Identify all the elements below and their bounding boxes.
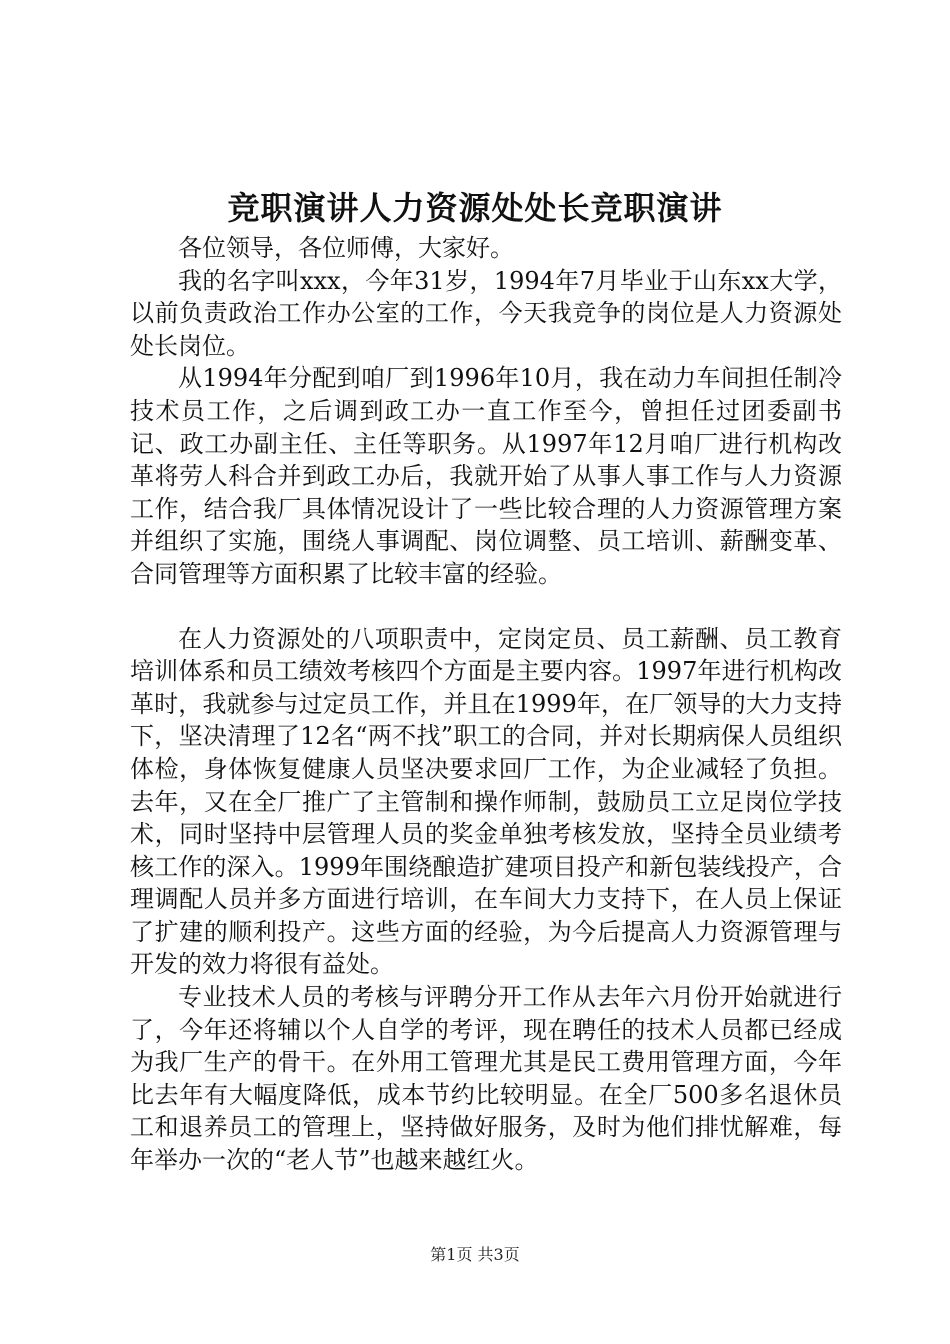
paragraph-work-history: 从1994年分配到咱厂到1996年10月，我在动力车间担任制冷技术员工作，之后调到政工办一直工作至今，曾担任过团委副书记、政工办副主任、主任等职务。从1997年12月咱厂进行机构改革将劳人科合并到政工办后，我就开始了从事人事工作与人力资源工作，结合我厂具体情况设计了一些比较合理的人力资源管理方案并组织了实施，围绕人事调配、岗位调整、员工培训、薪酬变革、合同管理等方面积累了比较丰富的经验。	[130, 364, 842, 588]
paragraph-introduction: 我的名字叫xxx，今年31岁，1994年7月毕业于山东xx大学，以前负责政治工作办公室的工作，今天我竞争的岗位是人力资源处处长岗位。	[130, 266, 842, 360]
paragraph-hr-duties: 在人力资源处的八项职责中，定岗定员、员工薪酬、员工教育培训体系和员工绩效考核四个方面是主要内容。1997年进行机构改革时，我就参与过定员工作，并且在1999年，在厂领导的大力支持下，坚决清理了12名“两不找”职工的合同，并对长期病保人员组织体检，身体恢复健康人员坚决要求回厂工作，为企业减轻了负担。去年，又在全厂推广了主管制和操作师制，鼓励员工立足岗位学技术，同时坚持中层管理人员的奖金单独考核发放，坚持全员业绩考核工作的深入。1999年围绕酿造扩建项目投产和新包装线投产，合理调配人员并多方面进行培训，在车间大力支持下，在人员上保证了扩建的顺利投产。这些方面的经验，为今后提高人力资源管理与开发的效力将很有益处。	[130, 624, 842, 979]
document-title: 竞职演讲人力资源处处长竞职演讲	[227, 189, 723, 227]
document-body	[130, 232, 842, 1177]
paragraph-technical-staff: 专业技术人员的考核与评聘分开工作从去年六月份开始就进行了，今年还将辅以个人自学的考评，现在聘任的技术人员都已经成为我厂生产的骨干。在外用工管理尤其是民工费用管理方面，今年比去年有大幅度降低，成本节约比较明显。在全厂500多名退休员工和退养员工的管理上，坚持做好服务，及时为他们排忧解难，每年举办一次的“老人节”也越来越红火。	[130, 983, 842, 1175]
page-number-footer: 第1页 共3页	[430, 1245, 520, 1264]
paragraph-greeting: 各位领导，各位师傅，大家好。	[178, 234, 514, 262]
